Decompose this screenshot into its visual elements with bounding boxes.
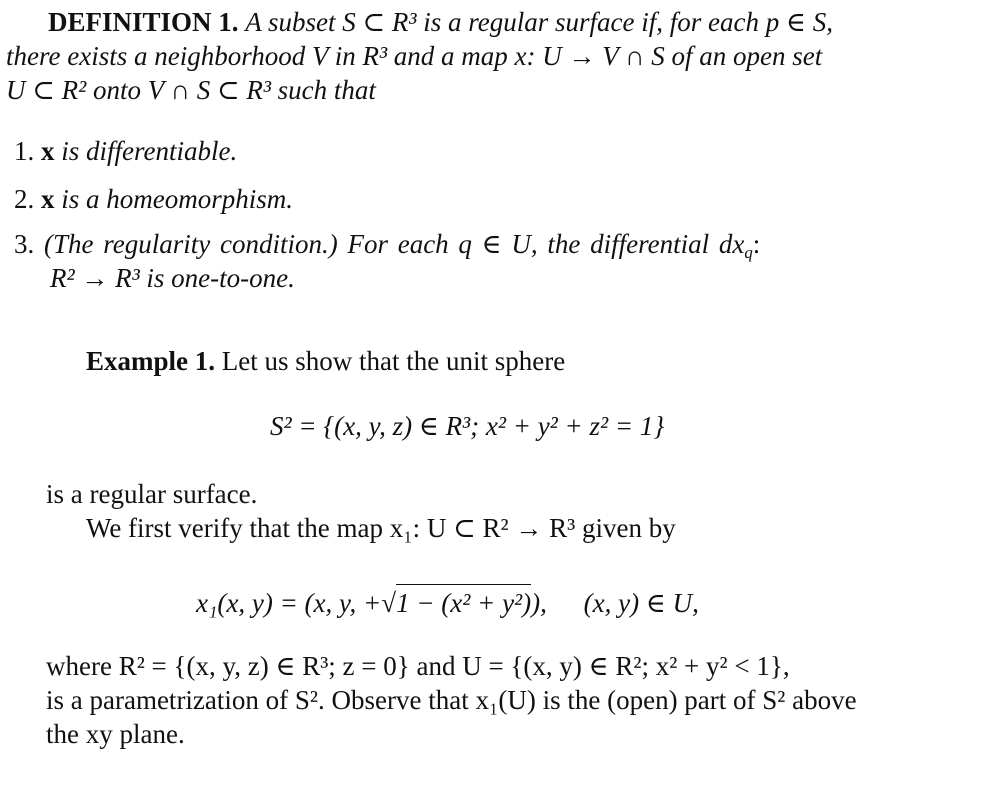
condition-3 (14, 228, 761, 263)
example-intro: Let us show that the unit sphere (221, 346, 566, 376)
example-heading (86, 345, 565, 377)
definition-label: DEFINITION 1. (48, 7, 239, 37)
definition-line-3: U ⊂ R² onto V ∩ S ⊂ R³ such that (6, 75, 376, 105)
where-line: where R² = {(x, y, z) ∈ R³; z = 0} and U = {(x, y) ∈ R²; x² + y² < 1}, (46, 651, 790, 681)
condition-text: is a homeomorphism. (61, 184, 294, 214)
condition-number: 2. (14, 184, 35, 214)
condition-colon: : (752, 229, 761, 259)
definition-line-1 (48, 6, 833, 38)
condition-symbol: x (41, 136, 55, 166)
condition-1 (14, 135, 237, 167)
square-root (381, 584, 531, 619)
map-equation-right: ), (531, 588, 547, 618)
condition-2 (14, 183, 293, 215)
condition-number: 3. (14, 229, 35, 259)
map-domain: (x, y) ∈ U, (583, 588, 699, 618)
condition-symbol: x (41, 184, 55, 214)
map-equation-left: x₁(x, y) = (x, y, + (196, 588, 382, 618)
definition-line-2: there exists a neighborhood V in R³ and a map x: U → V ∩ S of an open set (6, 41, 823, 71)
sphere-equation: S² = {(x, y, z) ∈ R³; x² + y² + z² = 1} (270, 411, 665, 441)
condition-subscript: q (744, 243, 753, 263)
condition-text: is differentiable. (61, 136, 238, 166)
definition-text-1: A subset S ⊂ R³ is a regular surface if, for each p ∈ S, (245, 7, 833, 37)
radical-sign-icon: √ (381, 588, 397, 618)
condition-text: (The regularity condition.) For each q ∈ U, the differential dx (44, 229, 745, 259)
radicand: 1 − (x² + y²) (396, 584, 531, 619)
map-equation (196, 584, 699, 619)
condition-number: 1. (14, 136, 35, 166)
parametrization-line: is a parametrization of S². Observe that x₁(U) is the (open) part of S² above (46, 685, 857, 715)
verify-line: We first verify that the map x₁: U ⊂ R² → R³ given by (86, 513, 676, 543)
xy-plane-line: the xy plane. (46, 719, 185, 749)
example-label: Example 1. (86, 346, 216, 376)
condition-3-continued: R² → R³ is one-to-one. (50, 263, 295, 293)
regular-surface-line: is a regular surface. (46, 479, 258, 509)
